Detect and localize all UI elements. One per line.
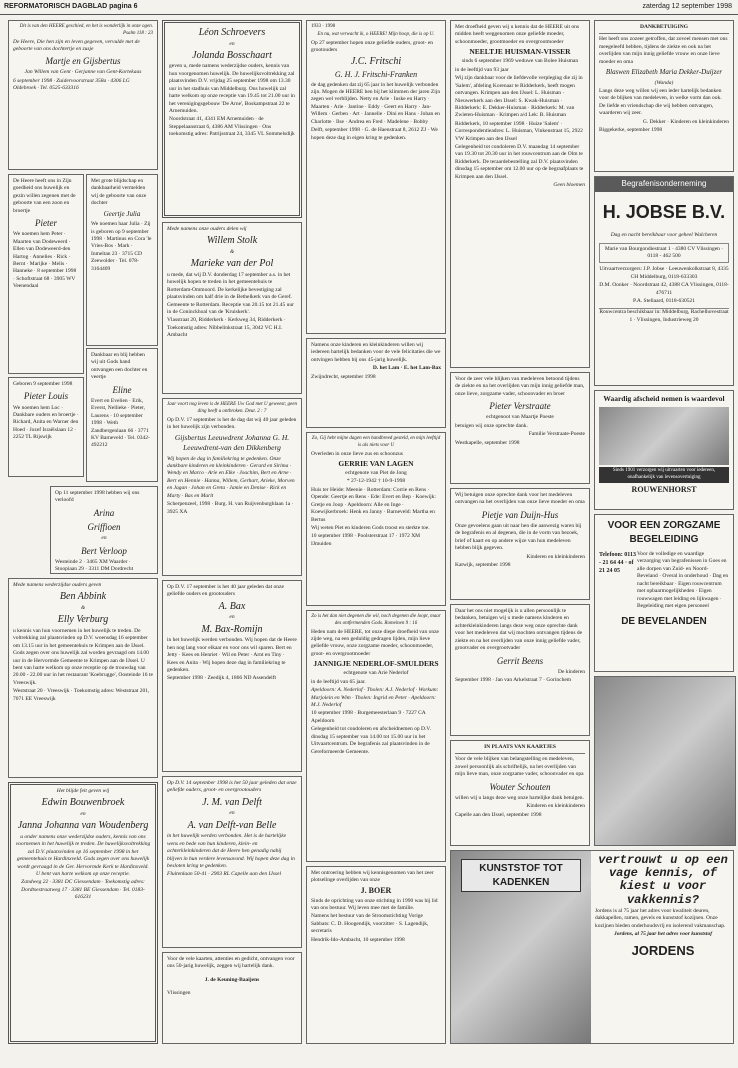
ad-text: Op 27 september hopen onze geliefde ouders, groot- en grootouders (311, 39, 434, 53)
ad-sub: echtgenote van Piet de Jong (345, 470, 407, 477)
anniversary-ad-van-delft (162, 776, 302, 948)
ad-name-2: Jolanda Bosschaart (192, 49, 272, 61)
ad-name-1: J.C. Fritschi (350, 56, 402, 68)
ad-place: Katwijk, september 1998 (455, 562, 511, 569)
obituary-ad-huisman (450, 20, 590, 368)
thanks-ad-schouten (450, 740, 590, 846)
ad-sign: De kinderen (557, 668, 585, 675)
ad-body: We noemen hem Loc · Dankbare ouders en broertje · Richard, Anita en Warner den Hoed · Jozef Israëlslaan 12 · 2252 TL Rijswijk (13, 404, 79, 441)
obituary-ad-boer (306, 866, 446, 1044)
ad-sub: (Wanda) (654, 79, 674, 86)
ad-dates: * 27-12-1942 † 10-9-1998 (346, 478, 406, 485)
newspaper-title: REFORMATORISCH DAGBLAD pagina 6 (4, 3, 138, 10)
ad-en: en (80, 810, 86, 817)
house-photo (451, 851, 591, 1044)
anniversary-ad-bax (162, 580, 302, 772)
ad-body: Evert en Evelien · Erik, Everst, Nellieke · Pieter, Laurens · 10 september 1998 · Weth Zandbergenlaan 66 · 3771 KV Barneveld · Tel. 0342-492212 (91, 397, 150, 449)
anniversary-ad-fritschi (306, 20, 446, 334)
ad-addr: Fluitenlaan 50-41 · 2903 RL Capelle aan den IJssel (167, 871, 282, 878)
ad-name: J. de Keuning-Baaijens (204, 976, 260, 983)
ad-name-1: Ben Abbink (59, 591, 107, 603)
page-date: zaterdag 12 september 1998 (642, 3, 732, 10)
birth-ad-pieter (8, 174, 84, 374)
ad-line-5: Rouwcentra beschikbaar in: Middelburg, Rachelhovestraat 1 · Vlissingen, Industrieweg 20 (599, 309, 729, 323)
ad-name: GERRIE VAN LAGEN (338, 458, 414, 468)
ad-name: Martje en Gijsbertus (45, 56, 121, 67)
ad-place: Hendrik-Ido-Ambacht, 10 september 1998 (311, 936, 405, 943)
birth-ad-eline (86, 348, 158, 482)
ad-head: Waardig afscheid nemen is waardevol (603, 394, 725, 403)
thanks-ad-verstraate (450, 372, 590, 484)
ad-addr: September 1998 · Zeedijk 4, 1866 ND Assendelft (167, 675, 277, 682)
ad-body: Namens onze kinderen en kleinkinderen willen wij iedereen hartelijk bedanken voor de vele felicitaties die we ontvingen hebben bij ons 45-jarig huwelijk. (311, 342, 441, 363)
ad-text: Geboren 9 september 1998 (13, 381, 73, 387)
ad-place: Biggekerke, september 1998 (599, 127, 663, 134)
ad-text: Voor de vele blijken van belangstelling en medeleven, zowel persoonlijk als schriftelijk, na het overlijden van mijn lieve man, onze zorgzame vader, schoonvader en opa (455, 756, 584, 778)
ad-text: Met ontroering hebben wij kennisgenomen van het zeer plotselinge overlijden van onze (311, 870, 434, 884)
ad-addr: 6 september 1998 · Zuidervoorstraat 358a · 4306 LG Oldebroek · Tel. 0525-633316 (13, 77, 130, 92)
ad-name: J. BOER (360, 885, 392, 895)
ad-text: Mede namens wederzijdse ouders geven (13, 582, 102, 588)
ad-body: Langs deze weg willen wij een ieder hartelijk bedanken voor de blijken van medeleven, in welke vorm dan ook. De liefde en vriendschap die wij hebben ontvangen, waarderen wij zeer. (599, 87, 722, 117)
ad-age: in de leeftijd van 93 jaar (455, 66, 509, 73)
ad-name-1: Léon Schroevers (198, 27, 266, 38)
ad-addr: 10 september 1998 · Poolsterstraat 17 · 1972 XM IJmuiden (311, 533, 421, 547)
thanks-ad-van-duijn (450, 488, 590, 600)
ad-name-1: A. Bax (218, 600, 246, 612)
ad-name-1: J. M. van Delft (202, 796, 262, 808)
ad-name-1: Willem Stolk (206, 235, 258, 247)
ad-name-2: Griffioen (87, 521, 121, 532)
ad-small: Sinds 1901 verzorgen wij uitvaarten voor iedereen, onafhankelijk van levensovertuiging (599, 467, 729, 483)
birth-ad-martje (8, 20, 158, 170)
ad-body: Sinds de oprichting van onze stichting in 1990 was hij lid van ons bestuur. Wij leven mee met de familie. (311, 897, 438, 912)
engagement-ad-arina (50, 486, 158, 574)
ad-text: Heden nam de HEERE, tot onze diepe droefheid van onze zijde weg, na een geduldig gedragen lijden, mijn lieve geliefde vrouw, onze zorgzame moeder, schoonmoeder, groot- en overgrootmoeder (311, 628, 439, 657)
ad-line-1: Marie van Bourgondiestraat 1 · 4380 CV Vlissingen · 0118 - 462 500 (599, 243, 729, 264)
ad-quote: Zo, Gij hebt mijne dagen een handbreed gesteld, en mijn leeftijd is als niets voor U (311, 436, 441, 448)
ad-body: We noemen haar Julia · Zij is geboren op 9 september 1998 · Martinus en Cora 'le Vries-Bos · Mark · Inmeltan 23 · 3715 CD Zeewolder · Tel. 078-3164409 (91, 221, 152, 272)
ad-text: Het blijde feit geven wij (56, 788, 110, 794)
birth-ad-pieter-louis (8, 377, 84, 477)
ad-name-3: Bert Verloop (81, 545, 127, 556)
ad-quote: Jaar voort nog leven is de HEERE Uw God met U geweest; geen ding heeft u ontbroken. Deut. 2 : 7 (167, 402, 297, 414)
wedding-ad-bouwenbroek (8, 782, 158, 1044)
ad-name-1: Edwin Bouwenbroek (41, 797, 125, 809)
ad-text: Op D.V. 14 september 1998 is het 50 jaar geleden dat onze geliefde ouders, groot- en overgrootouders (167, 780, 297, 794)
ad-body: geven u, mede namens wederzijdse ouders, kennis van hun voorgenomen huwelijk. De huwelijksvoltrekking zal plaatsvinden D.V. vrijdag 25 september 1998 om 13.30 uur in het stadhuis van Middelburg. Ons huwelijk zal harte welkom op onze receptie van 19.45 tot 21.00 uur in het verenigingsgebouw 'De Arne', Boskampstraat 22 te Arnemuiden. (169, 63, 295, 114)
ad-body: u kennis van hun voornemen in het huwelijk te treden. De voltrekking zal plaatsvinden op D.V. woensdag 16 september om 13.15 uur in het gemeentehuis te Krimpen aan de IJssel. Gods zegen over ons huwelijk zal worden gevraagd om 14.00 uur in de Hervormde Gemeente te Krimpen aan de IJssel. U bent van harte welkom op onze receptie op de trouwdag van 20.00 - 22.00 uur in het restaurant 'Koebrugge', Oosteinde 16 te Vreeswijk. (13, 627, 153, 686)
ad-line-4: P.A. Stellaard, 0118-630521 (633, 298, 695, 305)
ad-addr: Weststraat 20 · Vreeswijk · Toekomstig adres: Weststraat 201, 7071 EE Vreeswijk (13, 688, 150, 702)
funeral-ad-rouwenhorst (594, 390, 734, 510)
ad-text: De Heere, Die hen zijn en leven gegeven, vervulde met de geboorte van ons dochtertje en zusje (13, 38, 140, 52)
ad-en: en (229, 40, 235, 47)
ad-body: Voor de vele kaarten, attenties en gedicht, ontvangen voor ons 50-jarig huwelijk, zeggen wij hartelijk dank. (167, 956, 295, 970)
ad-name-2: A. van Delft-van Belle (187, 819, 277, 831)
ad-body: de dag gedenken dat zij 65 jaar in het huwelijk verbonden zijn. Mogen de HEERE hen bij het klimmen der jaren Zijn zegen wel verblijden. Netty en Arie · Inske en Harry · Maarten · Arie · Jantine · Eddy · Geert en Harry · Jan-Willem · Gerben · Art · Jannelie · Dini en Hans · Johan en Charlotte · Ilse · Andrea en Fred · Madelene · Bobby (311, 81, 441, 125)
ad-body: Apeldoorn: A. Nederlof · Tholen: A.J. Nederlof · Workum: Marjolein en Wim · Tholen: Ingrid en Peter · Apeldoorn: M.J. Nederlof (311, 687, 439, 708)
ad-place: Westkapelle, september 1998 (455, 439, 520, 446)
ad-place: Capelle aan den IJssel, september 1998 (455, 811, 542, 818)
ad-place: Vlissingen (167, 990, 191, 997)
ad-addr: 10 september 1998 · Burgemeesterlaan 9 · 7227 CA Apeldoorn (311, 710, 426, 724)
ad-en: & (229, 248, 235, 255)
ad-name: JANNIGJE NEDERLOF-SMULDERS (313, 659, 439, 669)
ad-addr: Zandweg 22 · 3381 DC Giessendam · Toekomstig adres: Dordtsestraatweg 17 · 3381 BE Giessendam · Tel. 0183-616231 (21, 879, 145, 901)
ad-sign: Kinderen en kleinkinderen (526, 803, 585, 810)
ad-head: IN PLAATS VAN KAARTJES (484, 744, 556, 750)
ad-head: DANKBETUIGING (640, 24, 688, 30)
ad-addr: Vlasstraat 20, Ridderkerk · Kerkweg 34, Ridderkerk · Toekomstig adres: Nibbelinkstraat 15, 3042 VC H.I. Ambacht (167, 317, 286, 339)
ad-place: Zwijndrecht, september 1998 (311, 373, 376, 380)
ad-body: Onze gevoelens gaan uit naar hen die aanwezig waren bij de begrafenis en al degenen, die in de vorm van bezoek, brief of kaart en op andere wijze van hun medeleven hebben blijk gegeven. (455, 522, 582, 552)
ad-head: Begrafenisonderneming (595, 177, 733, 192)
ad-footer: Wij weten Piet en kinderen Gods troost en sterkte toe. (311, 525, 430, 531)
ad-head-1: VOOR EEN ZORGZAME (607, 520, 721, 531)
funeral-ad-bevelanden (594, 514, 734, 672)
ad-quote: Zo is het dan niet degenen die wil, noch degenen die loopt, maar des ontfermenden Gods. Romeinen 9 : 16 (311, 614, 441, 626)
ad-en: en (101, 535, 107, 542)
ad-quote: Dit is van den HEERE geschied, en het is wonderlijk in onze ogen. Psalm 118 : 23 (19, 24, 153, 36)
photo-text: KUNSTSTOF TOT KADENKEN (461, 859, 581, 892)
thanks-ad-dekker (594, 20, 734, 172)
ad-name: D. het Lam · E. het Lam-Bax (372, 365, 441, 372)
ad-text: Daar het ons niet mogelijk is u allen persoonlijk te bedanken, betuigen wij u mede namens kinderen en achterkleinkinderen langs deze weg onze oprechte dank voor het medeleven dat wij mochten ontvangen tijdens de ziekte en na het overlijden van onze innig geliefde vader, grootvader en overgrootvader (455, 608, 583, 652)
ad-body: in het huwelijk werden verbonden. Wij hopen dat de Heere hen nog lang voor elkaar en voor ons wil sparen. Bert en Jetty · Kees en Henriet · Wil en Peter · Arnt en Tiny · Kees en Anita · Wij hopen deze dag in familiekring te gedenken. (167, 637, 297, 673)
ad-body: in het huwelijk werden verbonden. Het is de hartelijke wens en bede van hun kinderen, klein- en achterkleinkinderen dat de Heere hen genadig nabij blijven in hun verdere levensavond. Wij hopen deze dag in besloten kring te gedenken. (167, 833, 295, 869)
ad-text: Met droefheid geven wij u kennis dat de HEERE uit ons midden heeft weggenomen onze geliefde moeder, schoonmoeder, grootmoeder en overgrootmoeder (455, 24, 580, 45)
wedding-ad-abbink (8, 578, 158, 778)
ad-body: betuigen wij onze oprechte dank. (455, 422, 528, 429)
jordens-logo: JORDENS (631, 943, 695, 959)
ad-body: Wij zijn dankbaar voor de liefdevolle verpleging die zij in 'Salem', afdeling Korenaar te Ridderkerk, heeft mogen ontvangen. Krimpen aan den IJssel: L. Huisman · Nieuwerkerk aan den IJssel: S. Kwak-Huisman · Ridderkerk: E. Dekker-Huisman · Ridderkerk: M. van Zwieten-Huisman · Krimpen a/d Lek: B. Huisman (455, 75, 583, 119)
bevelanden-logo: DE BEVELANDEN (621, 616, 707, 628)
wedding-ad-stolk (162, 222, 302, 394)
ad-addr: Scherpenzeel, 1998 · Burg. H. van Ruijvenburghlaan 1a · 3925 XA (167, 501, 294, 515)
ad-name: Blaswen Elizabeth Maria Dekker-Duijzer (605, 68, 723, 77)
ad-body: u onder namens onze wederzijdse ouders, kennis van ons voornemen in het huwelijk te treden. De huwelijksvoltrekking zal D.V. plaatsvinden op 16 september 1998 in het gemeentehuis te Hardinxveld. Gods zegen over ons huwelijk wordt gevraagd in de Ger. Hervormde Kerk te Hardinxveld. U bent van harte welkom op onze receptie. (15, 833, 151, 877)
ad-footer: Gelegenheid tot condoleren en afscheidnemen op D.V. dinsdag 15 september van 14.00 tot 15.00 uur in het Uitvaartcentrum. De begrafenis zal plaatsvinden in de Gereformeerde Gemeente. (311, 726, 431, 755)
thanks-ad-beens (450, 604, 590, 736)
funeral-ad-jobse (594, 176, 734, 386)
thanks-ad-het-lam (306, 338, 446, 428)
ad-sign: Namens het bestuur van de Stroomstichting Vorige Sabbats: C. D. Hoogendijk, voorzitter · S. Lagendijk, secretaris (311, 913, 429, 935)
ad-name: Gerrit Beens (496, 655, 544, 666)
ad-footer: Gelegenheid tot condoleren D.V. maandag 14 september van 19.30 tot 20.30 uur in het rouwcentrum aan de Olm te Ridderkerk. De teraardebestelling zal D.V. plaatsvinden dinsdag 15 september om 12.00 uur op de begraafplaats te Krimpen aan den IJssel. (455, 144, 584, 180)
ad-text: Voor de zeer vele blijken van medeleven betoond tijdens de ziekte en na het overlijden van mijn innig geliefde man, onze lieve, zorgzame vader, schoonvader en broer (455, 376, 585, 397)
ad-quote: En nu, wat verwacht ik, o HEERE! Mijn hoop, die is op U. (317, 31, 435, 37)
ad-name: Gijsbertus Leeuwdrent Johanna G. H. Leeuwdrent-van den Dikkenberg (174, 433, 290, 453)
ad-body: u mede, dat wij D.V. donderdag 17 september a.s. in het huwelijk hopen te treden in het gemeentehuis te Rotterdam-Ommoord. De kerkelijke bevestiging zal plaatsvinden om half drie in de Bethelkerk van de Geref. Gemeente te Rotterdam. Receptie van 20.15 tot 21.45 uur in de Coninckhoal van de 'Kruiskerk'. (167, 271, 294, 315)
ad-addr: Ridderkerk, 10 september 1998 · Huize 'Salem' · Correspondentieadres: L. Huisman, Vinkenstraat 15, 2922 VW Krimpen aan den IJssel (455, 120, 583, 142)
ad-body: Jordens is al 75 jaar het adres voor kwaliteit deuren, dakkapellen, ramen, gevels en kunststof kozijnen. Onze kozijnen bieden onderhoudsvrij en isolerend vakmanschap. (595, 907, 726, 929)
birth-ad-geertje (86, 174, 158, 346)
ad-text: Overleden in onze lieve zus en schoonzus (311, 450, 403, 457)
ad-name-2: G. H. J. Fritschi-Franken (334, 69, 418, 79)
ad-text: Het heeft ons zozeer getroffen, dat zoveel mensen met ons meegeleefd hebben, tijdens de ziekte en ook na het overlijden van mijn innig geliefde vrouw en onze lieve moeder en oma (599, 36, 728, 65)
thanks-ad-keuning (162, 952, 302, 1044)
obituary-ad-van-lagen (306, 432, 446, 606)
ad-text: Dankbaar en blij hebben wij uit Gods hand ontvangen een dochter en veertje (91, 352, 148, 381)
ad-line-3: D.M. Oonker · Noordstraat 42, 4388 CA Vlissingen, 0118-476711 (599, 282, 729, 296)
page-header (0, 0, 738, 15)
ad-en: en (229, 614, 235, 621)
ad-name-2: M. Bax-Romijn (201, 623, 263, 635)
ad-addr: Noordstraat 41, 4341 EM Arnemuiden · de Steppelaanstraat 6, 4386 AM Vlissingen · Ons toekomstig adres: Patrijsstraat 24, 3345 VL Sommelsdijk (169, 116, 295, 138)
ad-body: willen wij u langs deze weg onze hartelijke dank betuigen. (455, 794, 584, 801)
rouwenhorst-logo: ROUWENHORST (631, 484, 697, 494)
ad-name: Geertje Julia (103, 209, 141, 218)
jobse-logo: H. JOBSE B.V. (602, 201, 726, 222)
ad-years: 1933 · 1998 (311, 24, 336, 29)
ad-text: Wij betuigen onze oprechte dank voor het medeleven ontvangen na het overlijden van onze lieve moeder en oma (455, 492, 585, 506)
ad-name: Pieter Verstraate (489, 401, 551, 412)
ad-name-2: Janna Johanna van Woudenberg (17, 820, 149, 832)
ad-name-1: Arina (93, 507, 115, 518)
ad-text: Met grote blijdschap en dankbaarheid vermelden wij de geboorte van onze dochter (91, 178, 147, 207)
ad-name: Wouter Schouten (489, 781, 551, 792)
ad-line-2: Uitvaartverzorgers: J.P. Jobse · Leeuwenkolkstraat 8, 4335 CH Middelburg, 0118-633303 (599, 266, 729, 280)
ad-name: Pieter Louis (23, 391, 69, 402)
ad-name-2: Elly Verburg (57, 614, 109, 626)
ad-age: in de leeftijd van 65 jaar. (311, 678, 366, 685)
wedding-photo (594, 676, 736, 846)
ad-sub: sinds 6 september 1969 weduwe van Bolee Huisman (461, 58, 579, 65)
ad-body: Wij hopen de dag in familiekring te gedenken. Onze dankbare kinderen en kleinkinderen · Gerard en Sirima · Wendy en Marco · Arie en Elke · Joachim, Bert en Arne · Bert en Hennie · Hanna, Willem, Gerhart, Arieke, Morven en Jagan · Johan en Greta · Jamie en Denise · Rick en Marty · Bas en Marit (167, 455, 295, 499)
ad-list: Voor de volledige en waardige verzorging van begrafenissen in Goes en alle dorpen van Zuid- en Noord-Beveland · Overal in onderhoud · Dag en nacht bereikbaar · Eigen rouwcentrum met opbaarmogelijkheden · Eigen rouwwagen met leiding en lijkwagen · Begeleiding met eigen personeel (637, 551, 729, 609)
ad-sub: Jan Willem van Gent · Gerjanne van Gent-Kortekaas (24, 69, 142, 76)
ad-addr: Delft, september 1998 · G. de Haenstraat 8, 2612 ZJ · We hopen deze dag in eigen kring te gedenken. (311, 127, 438, 141)
ad-sign: G. Dekker · Kinderen en kleinkinderen (642, 118, 729, 125)
ad-body: Huis ter Heide: Meenie · Rotterdam: Corrie en Rens · Opende: Geertje en Rens · Ede: Evert en Bep · Koewijk: Gretje en Joop · Apeldoorn: Alle en Inge · Koewijkerbroek: Henk en Janny · Barneveld: Martha en Bertus (311, 486, 436, 523)
ad-addr: September 1998 · Jan van Arkelstraat 7 · Gorinchem (455, 677, 572, 684)
ad-text: De Heere heeft ons in Zijn goedheid ons huwelijk en gezin willen zegenen met de geboorte van een zoon en broertje (13, 178, 76, 214)
ad-en: & (80, 604, 86, 611)
ad-text: Op D.V. 17 september is het 40 jaar geleden dat onze geliefde ouders en grootouders (167, 584, 284, 598)
ad-name-2: Marieke van der Pol (190, 258, 274, 270)
ad-text: Op 11 september 1998 hebben wij ons verloofd (55, 490, 140, 504)
ad-sign: Kinderen en kleinkinderen (526, 553, 585, 560)
wedding-ad-schroevers (162, 20, 302, 218)
ad-name: Pietje van Duijn-Hus (481, 509, 559, 520)
ad-name: Eline (112, 384, 132, 395)
ad-body: We noemen hem Peter · Maarten van Dodeweerd · Ellen van Dodeweerd-den Hartog · Annelies · Rick · Bernt · Marijke · Melis · Hanneke · 8 september 1998 · Schoftstraat 68 · 3905 WV Veenendaal (13, 231, 77, 290)
ad-en: en (229, 810, 235, 817)
obituary-ad-nederlof (306, 610, 446, 862)
ad-contact: Telefoon: 0113 - 21 64 44 · of 21 24 05 (599, 552, 636, 575)
ad-headline: vertrouwt u op een vage kennis, of kiest u voor vakkennis? (598, 853, 728, 907)
ad-tag: Jordens, al 75 jaar het adres voor kunststof (613, 931, 713, 938)
ad-body: Westeinde 2 · 3465 XM Waarder · Stoopiaan 29 · 3311 DM Dordrecht (55, 558, 134, 573)
ad-closing: Geen bloemen (553, 182, 585, 189)
ad-head-2: BEGELEIDING (629, 533, 699, 545)
ad-name: Pieter (35, 218, 57, 229)
ad-sub: echtgenoot van Maartje Poeste (486, 414, 554, 421)
ad-jordens (450, 850, 734, 1044)
ad-text: Mede namens onze ouders delen wij (167, 226, 247, 232)
anniversary-ad-leeuwdrent (162, 398, 302, 576)
building-photo (599, 407, 729, 465)
ad-name: NEELTJE HUISMAN-VISSER (469, 47, 571, 57)
ad-tag: Dag en nacht bereikbaar voor geheel Walcheren (610, 232, 718, 239)
ad-sign: Familie Verstraate-Poeste (528, 431, 585, 438)
ad-text: Op D.V. 17 september is het de dag dat wij 40 jaar geleden in het huwelijk zijn verbonden. (167, 416, 297, 430)
ad-sub: echtgenote van Arie Nederlof (343, 670, 409, 677)
